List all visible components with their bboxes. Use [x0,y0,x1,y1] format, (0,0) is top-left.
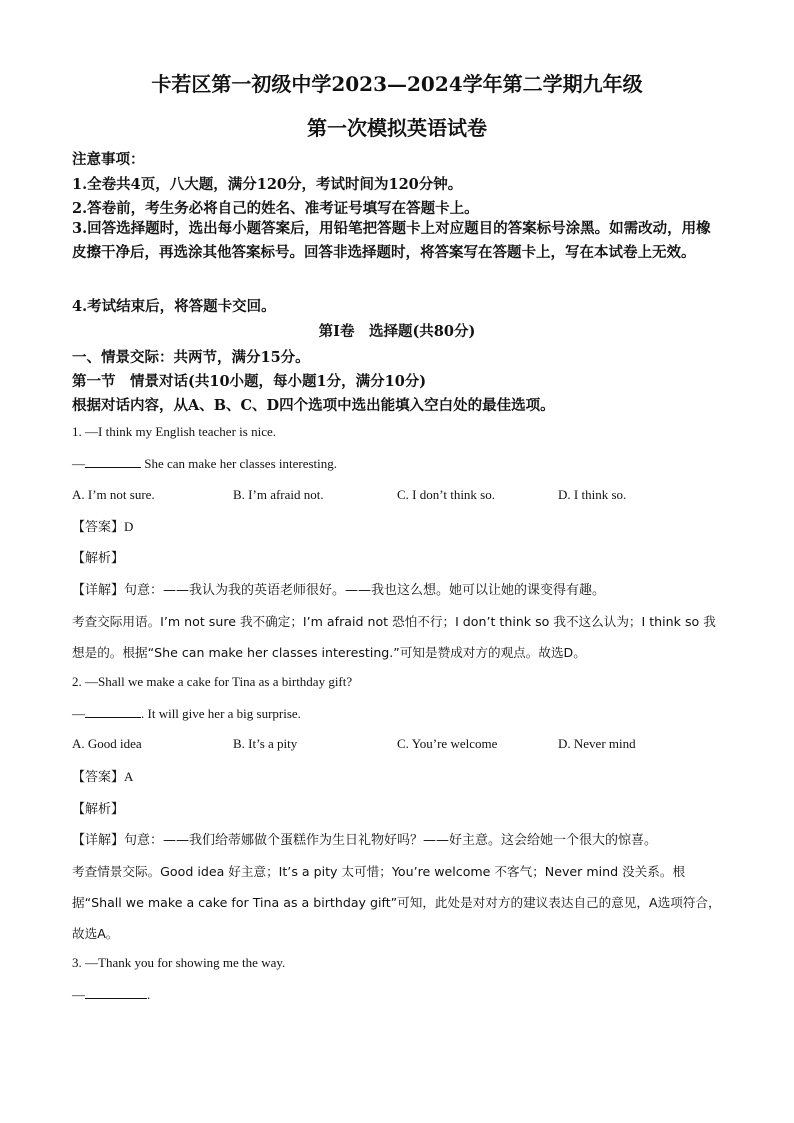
question-2-line: 2. —Shall we make a cake for Tina as a birthday gift? [72,674,353,689]
question-2-option-b: B. It’s a pity [233,736,298,751]
exam-title-line1: 卡若区第一初级中学2023—2024学年第二学期九年级 [151,72,643,96]
answer-label: 【答案】 [72,770,125,785]
answer-value: D [124,519,134,534]
question-2-detail [72,829,657,848]
notice-item-1: 1.全卷共4页，八大题，满分120分，考试时间为120分钟。 [72,176,463,193]
exam-title-line2: 第一次模拟英语试卷 [307,116,487,140]
notice-item-3: 3.回答选择题时，选出每小题答案后，用铅笔把答题卡上对应题目的答案标号涂黑。如需改动，用橡皮擦干净后，再选涂其他答案标号。回答非选择题时，将答案写在答题卡上，写在本试卷上无效。 [72,220,711,261]
answer-blank [85,455,141,468]
question-1-line: 1. —I think my English teacher is nice. [72,424,276,439]
question-1-detail [72,579,605,598]
question-3-line: 3. —Thank you for showing me the way. [72,955,286,970]
dash: — [72,706,85,721]
question-1-analysis-label: 【解析】 [72,551,125,566]
question-3-answer-line [72,986,150,1003]
answer-value: A [124,769,134,784]
notice-item-2: 2.答卷前，考生务必将自己的姓名、准考证号填写在答题卡上。 [72,200,479,217]
question-1-answer [72,516,133,535]
question-1-explain: 考查交际用语。I’m not sure 我不确定；I’m afraid not 恐怕不行；I don’t think so 我不这么认为；I think so 我想是的。根据“She can make her classes interesting.”可知是赞成对方的观点。故选D。 [72,614,716,660]
answer-line-suffix: She can make her classes interesting. [141,456,338,471]
answer-label: 【答案】 [72,520,125,535]
question-2-explain: 考查情景交际。Good idea 好主意；It’s a pity 太可惜；You’re welcome 不客气；Never mind 没关系。根据“Shall we make a cake for Tina as a birthday gift”可知，此处是对对方的建议表达自己的意见，A选项符合，故选A。 [72,864,721,941]
notice-item-4: 4.考试结束后，将答题卡交回。 [72,298,276,315]
answer-blank [85,705,141,718]
question-2-analysis-label: 【解析】 [72,802,125,817]
subsection-heading: 第一节 情景对话(共10小题，每小题1分，满分10分) [72,373,427,390]
question-2-option-a: A. Good idea [72,736,142,751]
question-2-option-d: D. Never mind [558,736,636,751]
dash: — [72,456,85,471]
detail-text: 句意：——我认为我的英语老师很好。——我也这么想。她可以让她的课变得有趣。 [124,583,606,598]
dash: — [72,987,85,1002]
answer-blank [85,986,147,999]
answer-line-suffix: . [147,987,151,1002]
notice-heading: 注意事项： [72,151,145,168]
question-1-option-a: A. I’m not sure. [72,487,155,502]
instruction: 根据对话内容，从A、B、C、D四个选项中选出能填入空白处的最佳选项。 [72,397,555,414]
part1-title: 第Ⅰ卷 选择题(共80分) [318,323,476,340]
answer-line-suffix: . It will give her a big surprise. [141,706,301,721]
detail-label: 【详解】 [72,583,125,598]
section-heading: 一、情景交际：共两节，满分15分。 [72,349,310,366]
question-1-option-b: B. I’m afraid not. [233,487,324,502]
question-2-answer-line [72,705,301,722]
question-2-answer [72,766,133,785]
question-2-option-c: C. You’re welcome [397,736,498,751]
question-1-option-d: D. I think so. [558,487,627,502]
detail-label: 【详解】 [72,833,125,848]
question-1-option-c: C. I don’t think so. [397,487,495,502]
detail-text: 句意：——我们给蒂娜做个蛋糕作为生日礼物好吗？——好主意。这会给她一个很大的惊喜。 [124,833,658,848]
question-1-answer-line [72,455,337,472]
